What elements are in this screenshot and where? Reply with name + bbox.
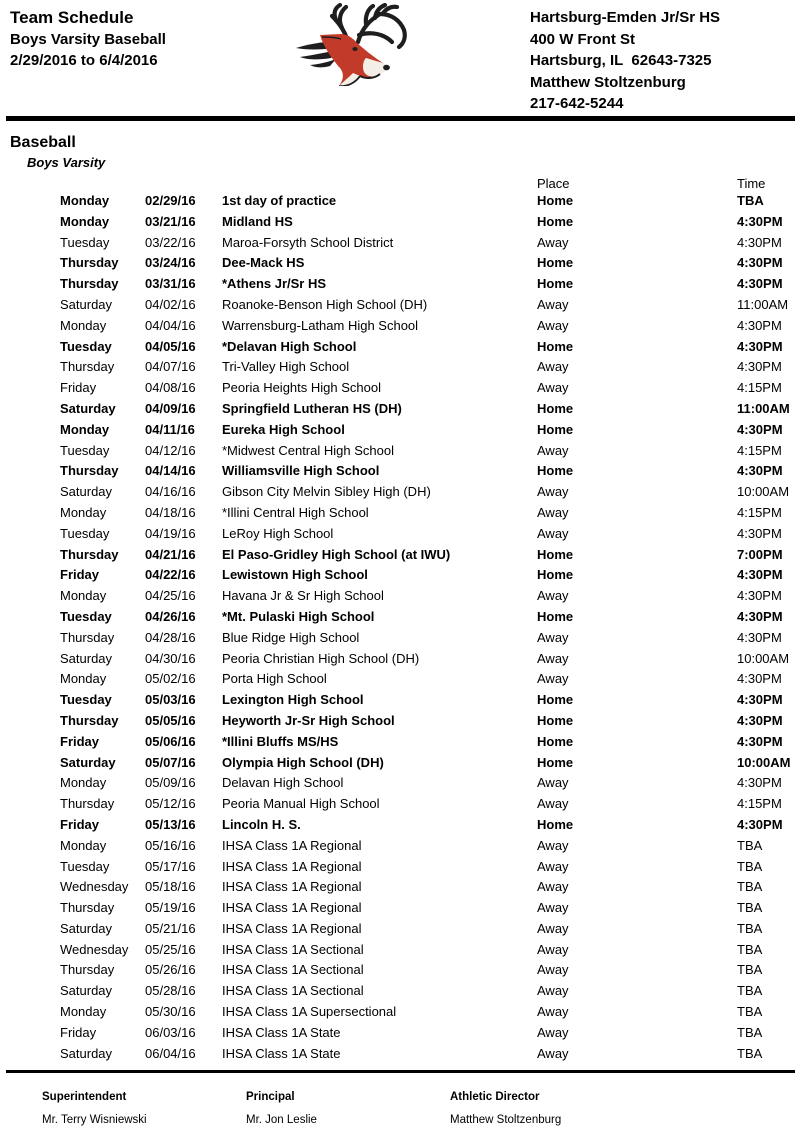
cell-event: Delavan High School (222, 775, 344, 791)
schedule-row (0, 649, 800, 670)
cell-date: 04/28/16 (145, 629, 196, 645)
cell-date: 04/05/16 (145, 338, 196, 354)
schedule-row (0, 981, 800, 1002)
cell-time: TBA (737, 1045, 763, 1061)
cell-time: 4:30PM (737, 276, 783, 292)
schedule-row (0, 753, 800, 774)
cell-day: Saturday (60, 296, 113, 312)
cell-date: 05/26/16 (145, 962, 196, 978)
cell-place: Away (537, 983, 569, 999)
cell-time: TBA (737, 941, 763, 957)
cell-date: 02/29/16 (145, 193, 196, 208)
cell-time: 10:00AM (737, 484, 790, 500)
cell-event: Maroa-Forsyth School District (222, 234, 394, 250)
cell-place: Home (537, 816, 574, 832)
cell-time: 4:30PM (737, 608, 783, 624)
cell-place: Home (537, 608, 574, 624)
schedule-row (0, 690, 800, 711)
cell-place: Away (537, 796, 569, 812)
cell-event: Eureka High School (222, 421, 345, 437)
cell-date: 04/08/16 (145, 380, 196, 396)
cell-event: IHSA Class 1A Sectional (222, 941, 364, 957)
official-name: Mr. Jon Leslie (246, 1114, 317, 1126)
stag-mascot-logo-icon (296, 2, 426, 86)
cell-day: Monday (60, 317, 107, 333)
cell-time: 4:30PM (737, 317, 782, 333)
cell-date: 05/18/16 (145, 879, 196, 895)
cell-time: 4:30PM (737, 692, 783, 708)
schedule-row (0, 1023, 800, 1044)
cell-date: 05/13/16 (145, 816, 196, 832)
cell-day: Tuesday (60, 858, 110, 874)
cell-date: 05/16/16 (145, 837, 196, 853)
cell-time: TBA (737, 1024, 763, 1040)
cell-day: Thursday (60, 900, 115, 916)
cell-date: 04/26/16 (145, 608, 196, 624)
cell-time: 4:15PM (737, 380, 782, 396)
schedule-row (0, 337, 800, 358)
cell-event: Tri-Valley High School (222, 359, 350, 375)
team-heading: Boys Varsity (27, 155, 106, 170)
cell-place: Home (537, 338, 574, 354)
cell-event: *Midwest Central High School (222, 442, 394, 458)
cell-day: Friday (60, 733, 100, 749)
schedule-row (0, 233, 800, 254)
schedule-row (0, 378, 800, 399)
schedule-row (0, 482, 800, 503)
cell-date: 04/25/16 (145, 588, 196, 604)
footer-principal (246, 1091, 317, 1126)
cell-event: *Athens Jr/Sr HS (222, 276, 327, 292)
cell-day: Tuesday (60, 338, 112, 354)
cell-time: 10:00AM (737, 650, 790, 666)
cell-date: 04/07/16 (145, 359, 196, 375)
cell-time: TBA (737, 879, 763, 895)
cell-place: Away (537, 234, 569, 250)
cell-time: TBA (737, 900, 763, 916)
cell-time: 11:00AM (737, 400, 790, 416)
cell-day: Saturday (60, 1045, 113, 1061)
cell-time: TBA (737, 962, 763, 978)
cell-place: Away (537, 296, 569, 312)
cell-event: El Paso-Gridley High School (at IWU) (222, 546, 451, 562)
schedule-row (0, 565, 800, 586)
cell-place: Away (537, 588, 569, 604)
cell-day: Thursday (60, 255, 119, 271)
cell-time: 4:30PM (737, 671, 782, 687)
schedule-row (0, 524, 800, 545)
cell-time: 10:00AM (737, 754, 791, 770)
cell-time: 4:30PM (737, 733, 783, 749)
cell-event: *Illini Bluffs MS/HS (222, 733, 339, 749)
cell-place: Home (537, 421, 574, 437)
cell-event: *Delavan High School (222, 338, 357, 354)
header-divider-rule (6, 116, 795, 121)
schedule-row (0, 316, 800, 337)
cell-date: 03/21/16 (145, 213, 196, 229)
cell-day: Thursday (60, 546, 119, 562)
cell-event: IHSA Class 1A Sectional (222, 962, 364, 978)
cell-day: Thursday (60, 276, 119, 292)
schedule-row (0, 607, 800, 628)
cell-event: Warrensburg-Latham High School (222, 317, 419, 333)
schedule-row (0, 919, 800, 940)
schedule-row (0, 898, 800, 919)
schedule-row (0, 857, 800, 878)
cell-date: 04/12/16 (145, 442, 196, 458)
school-phone: 217-642-5244 (530, 95, 624, 112)
cell-date: 05/12/16 (145, 796, 196, 812)
cell-time: 4:30PM (737, 213, 783, 229)
cell-event: IHSA Class 1A State (222, 1024, 341, 1040)
footer-athletic-director (450, 1091, 561, 1126)
cell-event: Peoria Heights High School (222, 380, 381, 396)
cell-date: 05/02/16 (145, 671, 196, 687)
cell-event: Roanoke-Benson High School (DH) (222, 296, 428, 312)
cell-place: Home (537, 712, 574, 728)
cell-place: Away (537, 650, 569, 666)
cell-day: Saturday (60, 920, 113, 936)
cell-place: Home (537, 463, 574, 479)
cell-day: Monday (60, 193, 110, 208)
official-name: Matthew Stoltzenburg (450, 1114, 562, 1126)
cell-day: Friday (60, 567, 100, 583)
official-name: Mr. Terry Wisniewski (42, 1114, 147, 1126)
cell-day: Saturday (60, 650, 113, 666)
sport-heading: Baseball (10, 134, 76, 151)
cell-place: Away (537, 359, 569, 375)
cell-date: 03/22/16 (145, 234, 196, 250)
schedule-row (0, 545, 800, 566)
cell-day: Monday (60, 671, 107, 687)
cell-place: Home (537, 546, 574, 562)
cell-event: Olympia High School (DH) (222, 754, 384, 770)
cell-time: TBA (737, 1004, 763, 1020)
cell-date: 05/07/16 (145, 754, 196, 770)
cell-date: 04/09/16 (145, 400, 196, 416)
cell-day: Saturday (60, 484, 113, 500)
schedule-row (0, 960, 800, 981)
cell-date: 03/24/16 (145, 255, 196, 271)
cell-date: 05/06/16 (145, 733, 196, 749)
cell-event: Midland HS (222, 213, 293, 229)
page-title: Team Schedule (10, 8, 134, 27)
cell-day: Saturday (60, 983, 113, 999)
cell-time: TBA (737, 193, 764, 208)
cell-place: Away (537, 920, 569, 936)
cell-day: Tuesday (60, 442, 110, 458)
schedule-row (0, 877, 800, 898)
cell-date: 05/21/16 (145, 920, 196, 936)
cell-place: Away (537, 858, 569, 874)
schedule-row (0, 441, 800, 462)
schedule-row (0, 295, 800, 316)
schedule-row (0, 773, 800, 794)
cell-day: Saturday (60, 400, 116, 416)
cell-time: TBA (737, 920, 763, 936)
cell-event: Peoria Christian High School (DH) (222, 650, 420, 666)
cell-day: Thursday (60, 629, 115, 645)
cell-date: 05/28/16 (145, 983, 196, 999)
cell-day: Monday (60, 421, 110, 437)
cell-event: Heyworth Jr-Sr High School (222, 712, 395, 728)
team-subtitle: Boys Varsity Baseball (10, 31, 166, 48)
date-range: 2/29/2016 to 6/4/2016 (10, 52, 158, 69)
cell-event: IHSA Class 1A Sectional (222, 983, 364, 999)
cell-place: Home (537, 213, 574, 229)
schedule-row (0, 794, 800, 815)
schedule-row (0, 399, 800, 420)
cell-event: IHSA Class 1A Regional (222, 837, 362, 853)
cell-place: Away (537, 941, 569, 957)
cell-time: 4:15PM (737, 796, 782, 812)
cell-event: IHSA Class 1A Regional (222, 879, 362, 895)
cell-day: Thursday (60, 463, 119, 479)
cell-time: 4:15PM (737, 442, 782, 458)
cell-place: Away (537, 671, 569, 687)
cell-day: Tuesday (60, 608, 112, 624)
cell-event: Porta High School (222, 671, 327, 687)
cell-event: Lexington High School (222, 692, 364, 708)
cell-event: IHSA Class 1A State (222, 1045, 341, 1061)
schedule-row (0, 191, 800, 212)
schedule-row (0, 461, 800, 482)
official-title: Superintendent (42, 1091, 127, 1103)
cell-event: IHSA Class 1A Supersectional (222, 1004, 397, 1020)
cell-day: Friday (60, 816, 100, 832)
schedule-row (0, 1044, 800, 1065)
school-address-line2: Hartsburg, IL 62643-7325 (530, 52, 712, 69)
cell-place: Away (537, 629, 569, 645)
cell-place: Home (537, 692, 574, 708)
cell-date: 06/03/16 (145, 1024, 196, 1040)
cell-date: 04/02/16 (145, 296, 196, 312)
schedule-row (0, 628, 800, 649)
cell-place: Home (537, 193, 574, 208)
cell-time: 4:30PM (737, 421, 783, 437)
cell-time: TBA (737, 837, 763, 853)
cell-day: Monday (60, 213, 110, 229)
cell-place: Home (537, 754, 574, 770)
cell-date: 05/05/16 (145, 712, 196, 728)
schedule-table (0, 177, 800, 1064)
cell-time: 4:30PM (737, 338, 783, 354)
schedule-row (0, 212, 800, 233)
schedule-row (0, 274, 800, 295)
cell-event: *Mt. Pulaski High School (222, 608, 375, 624)
cell-place: Home (537, 276, 574, 292)
cell-date: 04/14/16 (145, 463, 196, 479)
cell-event: Dee-Mack HS (222, 255, 305, 271)
cell-place: Home (537, 733, 574, 749)
cell-event: Williamsville High School (222, 463, 380, 479)
schedule-row (0, 1002, 800, 1023)
cell-place: Away (537, 1024, 569, 1040)
cell-event: IHSA Class 1A Regional (222, 858, 362, 874)
schedule-row (0, 815, 800, 836)
schedule-row (0, 586, 800, 607)
cell-date: 06/04/16 (145, 1045, 196, 1061)
cell-time: 4:30PM (737, 775, 782, 791)
schedule-row (0, 357, 800, 378)
cell-place: Away (537, 837, 569, 853)
schedule-rows (0, 191, 800, 1064)
cell-place: Away (537, 484, 569, 500)
schedule-row (0, 503, 800, 524)
school-contact-name: Matthew Stoltzenburg (530, 73, 686, 91)
cell-time: TBA (737, 983, 763, 999)
footer-superintendent (42, 1091, 147, 1126)
cell-day: Thursday (60, 359, 115, 375)
cell-time: 4:15PM (737, 504, 782, 520)
header-left-block (10, 7, 166, 71)
cell-date: 04/22/16 (145, 567, 196, 583)
cell-date: 04/19/16 (145, 525, 196, 541)
cell-place: Away (537, 504, 569, 520)
cell-place: Away (537, 775, 569, 791)
schedule-row (0, 711, 800, 732)
cell-date: 05/17/16 (145, 858, 196, 874)
cell-event: Blue Ridge High School (222, 629, 360, 645)
cell-time: 7:00PM (737, 546, 783, 562)
schedule-row (0, 836, 800, 857)
cell-time: 11:00AM (737, 296, 789, 312)
cell-time: 4:30PM (737, 463, 783, 479)
cell-time: 4:30PM (737, 816, 783, 832)
cell-place: Home (537, 255, 574, 271)
school-info-block (530, 7, 720, 115)
cell-event: *Illini Central High School (222, 504, 369, 520)
cell-day: Thursday (60, 712, 119, 728)
cell-place: Away (537, 1045, 569, 1061)
cell-date: 03/31/16 (145, 276, 196, 292)
cell-date: 05/03/16 (145, 692, 196, 708)
cell-place: Away (537, 317, 569, 333)
cell-day: Thursday (60, 962, 115, 978)
cell-event: LeRoy High School (222, 525, 334, 541)
cell-day: Friday (60, 380, 97, 396)
cell-event: Havana Jr & Sr High School (222, 588, 384, 604)
cell-date: 04/18/16 (145, 504, 196, 520)
cell-place: Away (537, 900, 569, 916)
official-title: Athletic Director (450, 1091, 540, 1103)
cell-day: Friday (60, 1024, 97, 1040)
cell-day: Monday (60, 837, 107, 853)
cell-event: IHSA Class 1A Regional (222, 920, 362, 936)
cell-event: Lewistown High School (222, 567, 368, 583)
cell-day: Saturday (60, 754, 116, 770)
cell-day: Monday (60, 775, 107, 791)
cell-day: Monday (60, 588, 107, 604)
schedule-row (0, 669, 800, 690)
cell-day: Wednesday (60, 879, 129, 895)
cell-time: TBA (737, 858, 763, 874)
cell-day: Thursday (60, 796, 115, 812)
cell-place: Away (537, 962, 569, 978)
cell-time: 4:30PM (737, 234, 782, 250)
cell-place: Away (537, 525, 569, 541)
cell-place: Away (537, 442, 569, 458)
cell-place: Away (537, 879, 569, 895)
cell-day: Wednesday (60, 941, 129, 957)
official-title: Principal (246, 1091, 295, 1103)
cell-date: 05/30/16 (145, 1004, 196, 1020)
cell-day: Tuesday (60, 234, 110, 250)
cell-day: Tuesday (60, 692, 112, 708)
schedule-row (0, 732, 800, 753)
cell-date: 05/09/16 (145, 775, 196, 791)
footer-divider-rule (6, 1070, 795, 1073)
cell-date: 04/21/16 (145, 546, 196, 562)
cell-time: 4:30PM (737, 588, 782, 604)
cell-date: 04/04/16 (145, 317, 196, 333)
cell-time: 4:30PM (737, 359, 782, 375)
schedule-row (0, 420, 800, 441)
cell-time: 4:30PM (737, 255, 783, 271)
cell-date: 05/25/16 (145, 941, 196, 957)
school-name: Hartsburg-Emden Jr/Sr HS (530, 9, 721, 26)
cell-date: 04/30/16 (145, 650, 196, 666)
cell-day: Tuesday (60, 525, 110, 541)
school-address-line1: 400 W Front St (530, 30, 636, 48)
time-column-header: Time (737, 176, 766, 191)
cell-date: 04/16/16 (145, 484, 196, 500)
cell-date: 04/11/16 (145, 421, 195, 437)
cell-place: Away (537, 380, 569, 396)
schedule-column-headers (0, 177, 800, 191)
cell-event: IHSA Class 1A Regional (222, 900, 362, 916)
cell-time: 4:30PM (737, 712, 783, 728)
cell-place: Home (537, 567, 574, 583)
column-header-spacer (0, 177, 537, 191)
cell-day: Monday (60, 1004, 107, 1020)
cell-place: Home (537, 400, 574, 416)
cell-time: 4:30PM (737, 567, 783, 583)
cell-time: 4:30PM (737, 525, 782, 541)
cell-time: 4:30PM (737, 629, 782, 645)
cell-event: Lincoln H. S. (222, 816, 301, 832)
cell-event: Peoria Manual High School (222, 796, 380, 812)
cell-date: 05/19/16 (145, 900, 196, 916)
cell-event: Gibson City Melvin Sibley High (DH) (222, 484, 431, 500)
place-column-header: Place (537, 176, 570, 191)
cell-day: Monday (60, 504, 107, 520)
cell-event: Springfield Lutheran HS (DH) (222, 400, 402, 416)
cell-event: 1st day of practice (222, 193, 337, 208)
schedule-row (0, 940, 800, 961)
cell-place: Away (537, 1004, 569, 1020)
schedule-row (0, 253, 800, 274)
